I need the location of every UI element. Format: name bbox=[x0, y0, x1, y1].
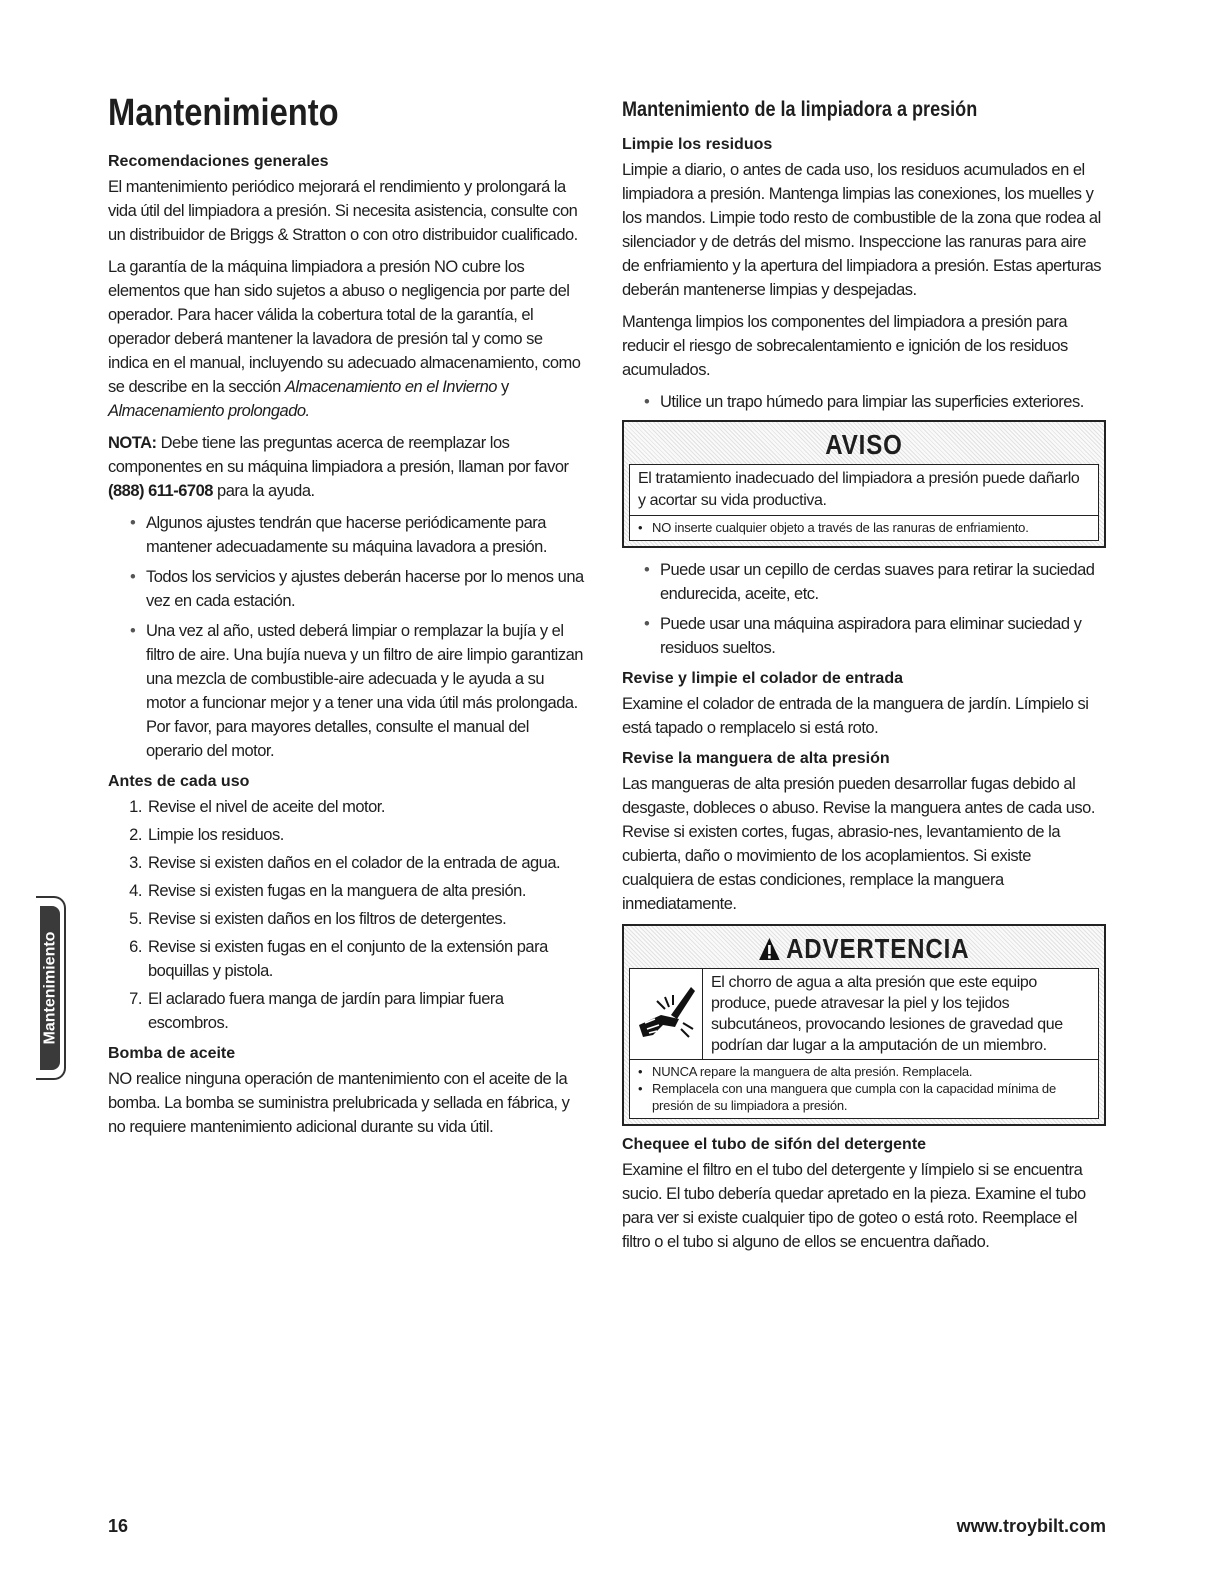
strainer-paragraph: Examine el colador de entrada de la manguera de jardín. Límpielo si está tapado o remplacelo si está roto. bbox=[622, 695, 1089, 737]
injection-hazard-icon bbox=[635, 979, 697, 1049]
debris-bullets-2 bbox=[622, 558, 1106, 660]
warning-triangle-icon bbox=[759, 937, 781, 961]
debris-paragraph-1: Limpie a diario, o antes de cada uso, los residuos acumulados en el limpiadora a presión. Mantenga limpias las conexiones, los muelles y los mandos. Limpie todo resto de combustible de la zona que rodea al silenciador y de detrás del mismo. Inspeccione las ranuras para aire de enfriamiento y la apertura del limpiadora a presión. Estas aperturas deberán mantenerse limpias y despejadas. bbox=[622, 161, 1102, 299]
note-text: Debe tiene las preguntas acerca de reemplazar los componentes en su máquina limpiadora a presión, llaman por favor bbox=[108, 434, 569, 476]
warning-item: • Remplacela con una manguera que cumpla con la capacidad mínima de presión de su limpiadora a presión. bbox=[638, 1080, 1090, 1114]
notice-body: El tratamiento inadecuado del limpiadora a presión puede dañarlo y acortar su vida productiva. bbox=[629, 464, 1099, 516]
warning-header bbox=[662, 931, 1066, 968]
list-item: • Todos los servicios y ajustes deberán hacerse por lo menos una vez en cada estación. bbox=[146, 565, 586, 613]
long-storage-ref: Almacenamiento prolongado. bbox=[108, 402, 310, 420]
warning-main bbox=[629, 968, 1099, 1060]
support-phone: (888) 611-6708 bbox=[108, 482, 213, 500]
section-side-tab bbox=[36, 896, 66, 1080]
note-label: NOTA: bbox=[108, 434, 157, 452]
notice-box bbox=[622, 420, 1106, 548]
hose-paragraph: Las mangueras de alta presión pueden desarrollar fugas debido al desgaste, dobleces o abuso. Revise la manguera antes de cada uso. Revise si existen cortes, fugas, abrasio-nes, levantamiento de la cubierta, daño o movimiento de los acoplamientos. Si existe cualquiera de estas condiciones, remplace la manguera inmediatamente. bbox=[622, 775, 1095, 913]
debris-bullets bbox=[622, 390, 1106, 414]
list-item: 7. El aclarado fuera manga de jardín para limpiar fuera escombros. bbox=[146, 987, 586, 1035]
right-column bbox=[622, 92, 1106, 1262]
list-item: • Utilice un trapo húmedo para limpiar las superficies exteriores. bbox=[660, 390, 1106, 414]
list-item: 2. Limpie los residuos. bbox=[146, 823, 586, 847]
list-item: 4. Revise si existen fugas en la manguera de alta presión. bbox=[146, 879, 586, 903]
notice-items bbox=[629, 516, 1099, 541]
list-item: • Una vez al año, usted deberá limpiar o remplazar la bujía y el filtro de aire. Una bujía nueva y un filtro de aire limpio garantizan una mezcla de combustible-aire adecuada y le ayuda a su motor a funcionar mejor y a tener una vida útil más prolongada. Por favor, para mayores detalles, consulte el manual del operario del motor. bbox=[146, 619, 586, 763]
hose-heading: Revise la manguera de alta presión bbox=[622, 750, 890, 767]
left-column bbox=[108, 92, 586, 1147]
general-bullets bbox=[108, 511, 586, 763]
pump-paragraph: NO realice ninguna operación de mantenimiento con el aceite de la bomba. La bomba se suministra prelubricada y sellada en fábrica, y no requiere mantenimiento adicional durante su vida útil. bbox=[108, 1070, 570, 1136]
before-use-steps bbox=[108, 795, 586, 1035]
debris-paragraph-2: Mantenga limpios los componentes del limpiadora a presión para reducir el riesgo de sobrecalentamiento e ignición de los residuos acumulados. bbox=[622, 313, 1068, 379]
page-number: 16 bbox=[108, 1516, 129, 1536]
winter-storage-ref: Almacenamiento en el Invierno bbox=[284, 378, 497, 396]
note-paragraph bbox=[108, 431, 586, 503]
debris-heading: Limpie los residuos bbox=[622, 136, 773, 153]
injection-hazard-icon-box bbox=[630, 969, 703, 1059]
warning-body: El chorro de agua a alta presión que este equipo produce, puede atravesar la piel y los tejidos subcutáneos, provocando lesiones de gravedad que podrían dar lugar a la amputación de un miembro. bbox=[711, 974, 1063, 1054]
before-use-heading: Antes de cada uso bbox=[108, 773, 250, 790]
list-item: • Puede usar una máquina aspiradora para eliminar suciedad y residuos sueltos. bbox=[660, 612, 1106, 660]
strainer-heading: Revise y limpie el colador de entrada bbox=[622, 670, 903, 687]
list-item: 1. Revise el nivel de aceite del motor. bbox=[146, 795, 586, 819]
page-title: Mantenimiento bbox=[108, 92, 339, 134]
list-item: • Puede usar un cepillo de cerdas suaves para retirar la suciedad endurecida, aceite, etc. bbox=[660, 558, 1106, 606]
warranty-paragraph bbox=[108, 255, 586, 423]
footer-url: www.troybilt.com bbox=[956, 1516, 1106, 1536]
note-end: para la ayuda. bbox=[212, 482, 315, 500]
and-text: y bbox=[496, 378, 509, 396]
siphon-heading: Chequee el tubo de sifón del detergente bbox=[622, 1136, 927, 1153]
general-heading: Recomendaciones generales bbox=[108, 153, 329, 170]
list-item: • Algunos ajustes tendrán que hacerse periódicamente para mantener adecuadamente su máquina lavadora a presión. bbox=[146, 511, 586, 559]
general-paragraph-1: El mantenimiento periódico mejorará el rendimiento y prolongará la vida útil del limpiadora a presión. Si necesita asistencia, consulte con un distribuidor de Briggs & Stratton o con otro distribuidor cualificado. bbox=[108, 178, 578, 244]
warning-box bbox=[622, 924, 1106, 1126]
notice-item: • NO inserte cualquier objeto a través de las ranuras de enfriamiento. bbox=[638, 519, 1090, 536]
warranty-text: La garantía de la máquina limpiadora a presión NO cubre los elementos que han sido sujetos a abuso o negligencia por parte del operador. Para hacer válida la cobertura total de la garantía, el operador deberá mantener la lavadora de presión tal y como se indica en el manual, incluyendo su adecuado almacenamiento, como se describe en la sección bbox=[108, 258, 581, 396]
list-item: 6. Revise si existen fugas en el conjunto de la extensión para boquillas y pistola. bbox=[146, 935, 586, 983]
list-item: 5. Revise si existen daños en los filtros de detergentes. bbox=[146, 907, 586, 931]
siphon-paragraph: Examine el filtro en el tubo del detergente y límpielo si se encuentra sucio. El tubo debería quedar apretado en la pieza. Examine el tubo para ver si existe cualquier tipo de goteo o está roto. Reemplace el filtro o el tubo si alguno de ellos se encuentra dañado. bbox=[622, 1161, 1086, 1251]
notice-title: AVISO bbox=[825, 429, 903, 460]
side-tab-label: Mantenimiento bbox=[41, 931, 59, 1045]
list-item: 3. Revise si existen daños en el colador de la entrada de agua. bbox=[146, 851, 586, 875]
warning-items bbox=[629, 1060, 1099, 1119]
section-title: Mantenimiento de la limpiadora a presión bbox=[622, 98, 978, 121]
pump-heading: Bomba de aceite bbox=[108, 1045, 236, 1062]
warning-title: ADVERTENCIA bbox=[786, 933, 970, 964]
warning-item: • NUNCA repare la manguera de alta presión. Remplacela. bbox=[638, 1063, 1090, 1080]
